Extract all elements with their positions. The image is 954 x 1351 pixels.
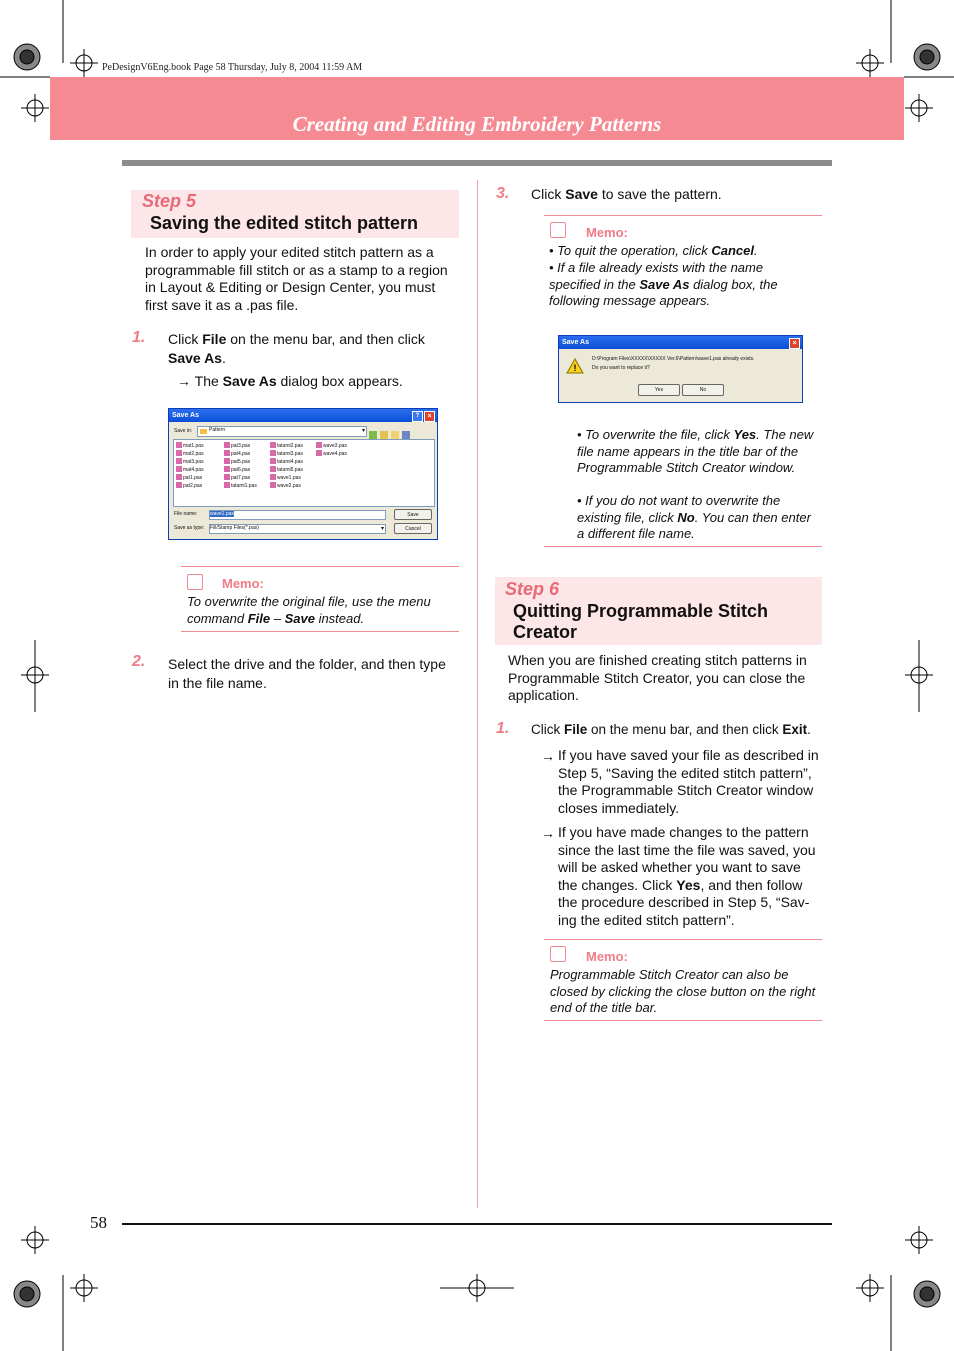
folder-icon <box>200 429 207 434</box>
memo-label: Memo: <box>586 949 628 964</box>
file-name-input[interactable] <box>209 510 386 520</box>
new-folder-icon[interactable] <box>391 431 399 439</box>
save-as-type-select[interactable] <box>209 524 386 534</box>
file-item[interactable]: tatami1.pas <box>224 482 257 489</box>
footer-rule <box>122 1223 832 1225</box>
file-item[interactable]: tatami2.pas <box>270 442 303 449</box>
memo-top-rule <box>544 215 822 216</box>
memo-bottom-rule <box>544 546 822 547</box>
step1-instruction: Click File on the menu bar, and then click Save As. <box>168 331 425 366</box>
message-line-1: D:\Program Files\XXXXX\XXXXX Ver.6\Pattern\wave1.pas already exists. <box>592 356 755 362</box>
memo-icon <box>550 222 566 238</box>
file-name-label: File name: <box>174 511 198 517</box>
step3-instruction: Click Save to save the pattern. <box>531 186 722 202</box>
book-info: PeDesignV6Eng.book Page 58 Thursday, July 8, 2004 11:59 AM <box>102 62 363 73</box>
memo-sub-bullet: • If you do not want to overwrite the existing file, click No. You can then enter a different file name. <box>577 493 811 541</box>
file-item[interactable]: pat7.pas <box>224 474 250 481</box>
step6-title: Quitting Programmable Stitch Creator <box>513 601 769 642</box>
toolbar-icons[interactable] <box>369 426 429 435</box>
overwrite-confirm-dialog <box>558 335 803 403</box>
no-button[interactable]: No <box>682 384 724 396</box>
file-item[interactable]: pat2.pas <box>176 482 202 489</box>
file-name-value: wave1.pas <box>210 511 234 517</box>
header-rule <box>122 160 832 166</box>
step5-title: Saving the edited stitch pattern <box>150 213 419 233</box>
memo-icon <box>187 574 203 590</box>
back-icon[interactable] <box>369 431 377 439</box>
file-list[interactable] <box>173 439 435 507</box>
chevron-down-icon: ▾ <box>380 526 384 532</box>
file-item[interactable]: mat4.pas <box>176 466 204 473</box>
file-item[interactable]: wave2.pas <box>270 482 301 489</box>
result-arrow: → <box>541 748 555 764</box>
column-divider <box>477 180 478 1208</box>
view-menu-icon[interactable] <box>402 431 410 439</box>
step-number: 1. <box>132 329 146 346</box>
page-number: 58 <box>90 1213 107 1232</box>
quit-result-1: If you have saved your file as described in Step 5, “Saving the edited stitch pattern”, the Programmable Stitch Creator window closes immediately. <box>558 747 819 816</box>
memo-text: Programmable Stitch Creator can also be closed by clicking the close button on the right end of the title bar. <box>550 967 816 1015</box>
file-item[interactable]: mat1.pas <box>176 442 204 449</box>
step5-label: Step 5 <box>142 191 197 211</box>
save-button[interactable]: Save <box>394 509 432 520</box>
yes-button[interactable]: Yes <box>638 384 680 396</box>
step6-label: Step 6 <box>505 579 560 599</box>
file-item[interactable]: pat6.pas <box>224 466 250 473</box>
close-icon[interactable]: × <box>789 338 800 349</box>
quit-step1-instruction: Click File on the menu bar, and then click Exit. <box>531 722 811 737</box>
cancel-button[interactable]: Cancel <box>394 523 432 534</box>
save-in-dropdown[interactable] <box>197 426 367 437</box>
file-item[interactable]: wave4.pas <box>316 450 347 457</box>
save-as-type-label: Save as type: <box>174 525 205 531</box>
save-as-dialog <box>168 408 438 540</box>
memo-sub-bullet: • To overwrite the file, click Yes. The new file name appears in the title bar of the Programmable Stitch Creator window. <box>577 427 814 475</box>
chevron-down-icon: ▾ <box>361 428 365 434</box>
message-line-2: Do you want to replace it? <box>592 365 650 371</box>
step-number: 3. <box>496 185 510 202</box>
close-icon[interactable]: × <box>424 411 435 422</box>
dialog-title: Save As <box>172 412 199 419</box>
dialog-title: Save As <box>562 339 589 346</box>
memo-label: Memo: <box>222 576 264 591</box>
file-item[interactable]: mat2.pas <box>176 450 204 457</box>
file-item[interactable]: wave1.pas <box>270 474 301 481</box>
save-in-value: Pattern <box>209 427 226 433</box>
dialog-titlebar <box>559 336 802 349</box>
memo-label: Memo: <box>586 225 628 240</box>
memo-bottom-rule <box>544 1020 822 1021</box>
file-item[interactable]: tatami4.pas <box>270 458 303 465</box>
file-item[interactable]: pat1.pas <box>176 474 202 481</box>
file-item[interactable]: wave3.pas <box>316 442 347 449</box>
help-button[interactable]: ? <box>412 411 423 422</box>
memo-icon <box>550 946 566 962</box>
memo-bottom-rule <box>181 631 459 632</box>
result-arrow: → <box>541 825 555 841</box>
step5-intro: In order to apply your edited stitch pattern as a programmable fill stitch or as a stamp to a region in Layout & Editing or Design Center, you must first save it as a .pas file. <box>145 244 448 313</box>
file-item[interactable]: tatami5.pas <box>270 466 303 473</box>
step1-result: → The Save As dialog box appears. <box>177 373 403 389</box>
warning-icon <box>566 358 584 374</box>
memo-top-rule <box>181 566 459 567</box>
save-in-label: Save in: <box>174 428 193 434</box>
file-item[interactable]: tatami3.pas <box>270 450 303 457</box>
step-number: 1. <box>496 720 510 737</box>
step2-instruction: Select the drive and the folder, and then type in the file name. <box>168 656 446 691</box>
step6-intro: When you are finished creating stitch patterns in Programmable Stitch Creator, you can close the application. <box>508 652 807 703</box>
quit-result-2: If you have made changes to the pattern since the last time the file was saved, you will be asked whether you want to save the changes. Click Yes, and then follow the procedure described in Step 5, “Sav-ing the edited stitch pattern”. <box>558 824 816 928</box>
file-item[interactable]: pat3.pas <box>224 442 250 449</box>
file-item[interactable]: pat5.pas <box>224 458 250 465</box>
memo-bullet: • To quit the operation, click Cancel. <box>549 243 758 258</box>
step-number: 2. <box>132 653 146 670</box>
file-item[interactable]: mat3.pas <box>176 458 204 465</box>
memo-text: To overwrite the original file, use the menu command File – Save instead. <box>187 594 431 626</box>
memo-top-rule <box>544 939 822 940</box>
svg-text:!: ! <box>573 363 577 373</box>
dialog-titlebar <box>169 409 437 422</box>
memo-bullet: • If a file already exists with the name specified in the Save As dialog box, the following message appears. <box>549 260 778 308</box>
up-folder-icon[interactable] <box>380 431 388 439</box>
page-header-title: Creating and Editing Embroidery Patterns <box>292 112 662 136</box>
save-as-type-value: Fill/Stamp Files(*.pas) <box>210 525 259 531</box>
file-item[interactable]: pat4.pas <box>224 450 250 457</box>
